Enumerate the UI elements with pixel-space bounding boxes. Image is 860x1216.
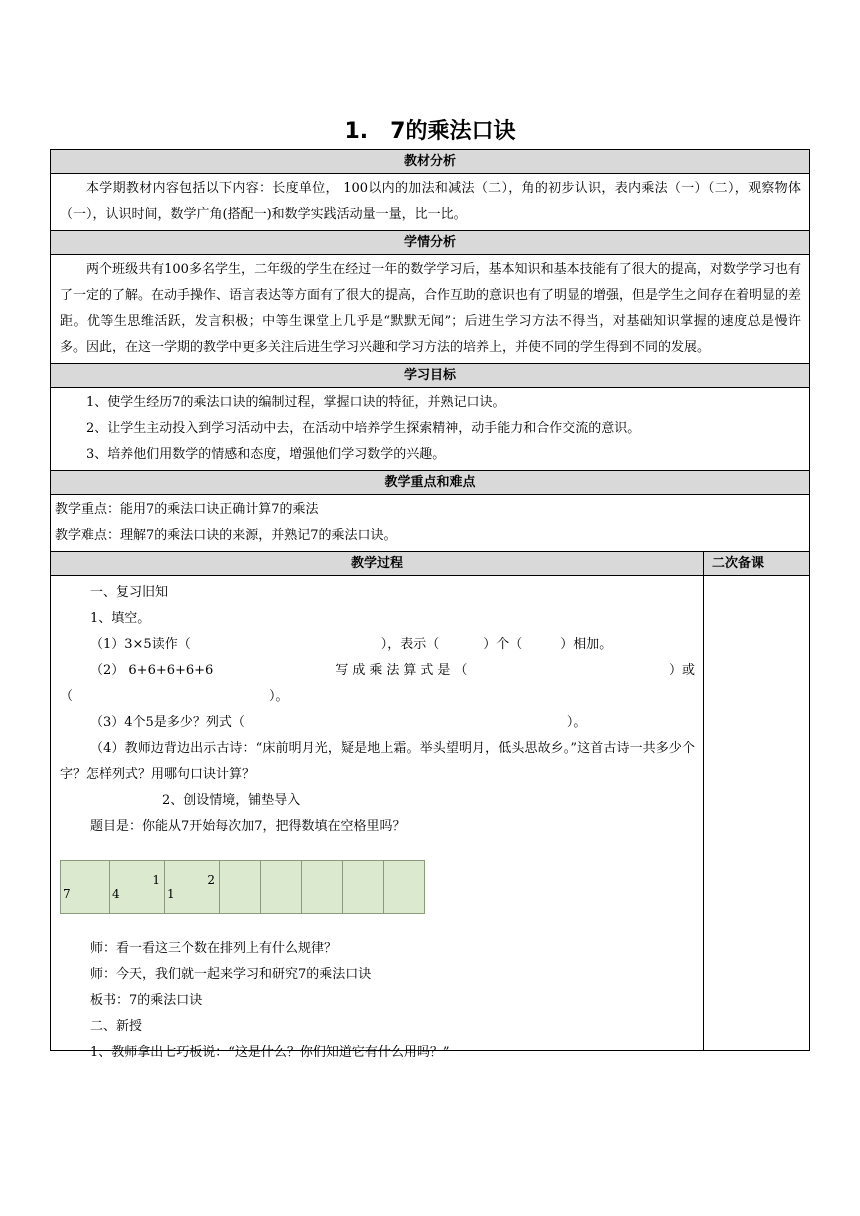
fill-text: （3）4个5是多少？列式（ bbox=[90, 715, 245, 730]
fill-blank-2 bbox=[60, 658, 695, 684]
process-line: 2、创设情境，铺垫导入 bbox=[162, 793, 301, 808]
fill-text: 写成乘法算式是（ bbox=[335, 663, 472, 678]
students-text: 两个班级共有100多名学生，二年级的学生在经过一年的数学学习后，基本知识和基本技能有了很大的提高，对数学学习也有了一定的了解。在动手操作、语言表达等方面有了很大的提高，合作互助的意识也有了明显的增强，但是学生之间存在着明显的差距。优等生思维活跃，发言积极；中等生课堂上几乎是“默默无闻”；后进生学习方法不得当，对基础知识掌握的速度总是慢许多。因此，在这一学期的教学中更多关注后进生学习兴趣和学习方法的培养上，并使不同的学生得到不同的发展。 bbox=[60, 262, 802, 355]
process-line: 题目是：你能从7开始每次加7，把得数填在空格里吗？ bbox=[90, 819, 406, 834]
fill-blank-2-cont bbox=[60, 684, 695, 710]
fill-text: ）。 bbox=[269, 689, 289, 704]
goal-item: 1、使学生经历7的乘法口诀的编制过程，掌握口诀的特征，并熟记口诀。 bbox=[86, 395, 506, 410]
process-line: 二、新授 bbox=[90, 1019, 143, 1034]
process-line: 师：看一看这三个数在排列上有什么规律？ bbox=[90, 941, 338, 956]
process-line: （4）教师边背边出示古诗：“床前明月光，疑是地上霜。举头望明月，低头思故乡。”这首古诗一共多少个字？怎样列式？用哪句口诀计算？ bbox=[60, 741, 695, 782]
teaching-focus: 教学重点：能用7的乘法口诀正确计算7的乘法 bbox=[55, 502, 319, 517]
keypoints-section bbox=[51, 495, 809, 552]
process-header: 教学过程 bbox=[51, 552, 703, 576]
teaching-difficulty: 教学难点：理解7的乘法口诀的来源，并熟记7的乘法口诀。 bbox=[55, 528, 397, 543]
second-prep-column bbox=[704, 552, 809, 1050]
grid-cell bbox=[220, 861, 261, 914]
fill-text: ）相加。 bbox=[560, 637, 613, 652]
process-line: 一、复习旧知 bbox=[90, 585, 169, 600]
grid-cell bbox=[261, 861, 302, 914]
students-header: 学情分析 bbox=[51, 231, 809, 255]
process-main-column bbox=[51, 552, 704, 1060]
goal-item: 3、培养他们用数学的情感和态度，增强他们学习数学的兴趣。 bbox=[86, 447, 446, 462]
keypoints-header: 教学重点和难点 bbox=[51, 471, 809, 495]
analysis-header: 教材分析 bbox=[51, 150, 809, 174]
goals-section bbox=[51, 388, 809, 471]
process-line: 师：今天，我们就一起来学习和研究7的乘法口诀 bbox=[90, 967, 372, 982]
goals-header: 学习目标 bbox=[51, 364, 809, 388]
grid-cell: 2 1 bbox=[165, 861, 220, 914]
fill-text: ）。 bbox=[566, 715, 587, 730]
second-prep-header: 二次备课 bbox=[704, 552, 809, 576]
fill-text: ）个（ bbox=[483, 637, 523, 652]
fill-text: ）或 bbox=[668, 663, 695, 678]
process-body bbox=[51, 576, 703, 1060]
process-line: 1、教师拿出七巧板说：“这是什么？你们知道它有什么用吗？” bbox=[90, 1045, 450, 1060]
grid-cell: 7 bbox=[61, 861, 110, 914]
grid-cell bbox=[384, 861, 425, 914]
students-section bbox=[51, 255, 809, 364]
lesson-plan-table bbox=[50, 149, 810, 1060]
fill-blank-3 bbox=[60, 710, 695, 736]
number-grid-table bbox=[60, 860, 425, 914]
analysis-section bbox=[51, 174, 809, 231]
grid-cell bbox=[343, 861, 384, 914]
fill-text: （1）3×5读作（ bbox=[90, 637, 191, 652]
analysis-text: 本学期教材内容包括以下内容：长度单位， 100以内的加法和减法（二），角的初步认识，表内乘法（一）（二），观察物体（一），认识时间，数学广角(搭配一)和数学实践活动量一量，比一比。 bbox=[60, 181, 801, 222]
fill-text: （ bbox=[60, 689, 74, 704]
process-line: 板书：7的乘法口诀 bbox=[90, 993, 203, 1008]
fill-text: （2） 6+6+6+6+6 bbox=[90, 663, 214, 678]
process-line: 1、填空。 bbox=[90, 611, 151, 626]
goal-item: 2、让学生主动投入到学习活动中去，在活动中培养学生探索精神，动手能力和合作交流的意识。 bbox=[86, 421, 641, 436]
page-title: 1. 7的乘法口诀 bbox=[344, 119, 516, 144]
second-prep-body bbox=[704, 576, 809, 1050]
fill-text: ），表示（ bbox=[380, 637, 440, 652]
process-section bbox=[51, 552, 809, 1060]
fill-blank-1 bbox=[60, 632, 695, 658]
grid-cell bbox=[302, 861, 343, 914]
number-grid bbox=[60, 860, 695, 914]
grid-cell: 1 4 bbox=[110, 861, 165, 914]
